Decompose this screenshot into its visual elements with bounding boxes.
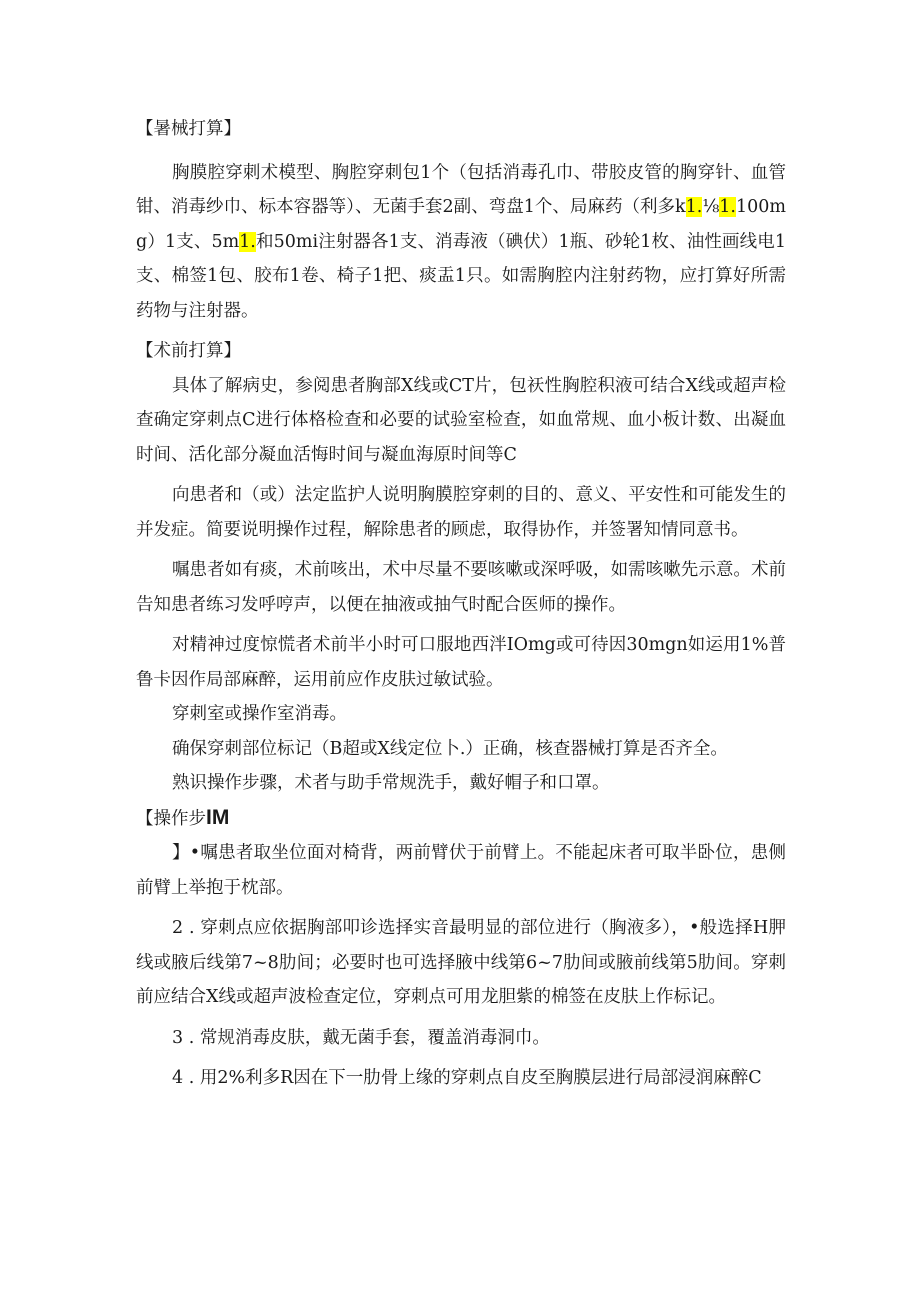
step-paragraph-1: 】•嘱患者取坐位面对椅背，两前臂伏于前臂上。不能起床者可取半卧位，患侧前臂上举抱于枕部。 (136, 843, 786, 898)
document-page (136, 112, 786, 1096)
preop-paragraph-6: 确保穿刺部位标记（B超或X线定位卜.）正确，核查器械打算是否齐全。 (172, 738, 728, 759)
equipment-paragraph (136, 156, 786, 329)
preop-paragraph-3: 嘱患者如有痰，术前咳出，术中尽量不要咳嗽或深呼吸，如需咳嗽先示意。术前告知患者练习发呼哼声，以便在抽液或抽气时配合医师的操作。 (136, 560, 786, 615)
steps-heading-text: 【操作步 (136, 808, 206, 829)
preop-paragraph-1: 具体了解病史，参阅患者胸部X线或CT片，包祆性胸腔积液可结合X线或超声检查确定穿刺点C进行体格检查和必要的试验室检查，如血常规、血小板计数、出凝血时间、活化部分凝血活悔时间与凝血海原时间等C (136, 375, 786, 465)
equipment-text-3: 100mg）1支、5m (136, 197, 786, 252)
equipment-text-2: ⅛ (702, 197, 720, 217)
steps-heading-tail: IM (206, 805, 230, 829)
highlight-mark-1: 1. (685, 197, 703, 217)
section-heading-equipment: 【暑械打算】 (136, 119, 241, 139)
highlight-mark-3: 1. (239, 231, 256, 252)
equipment-text-1: 胸膜腔穿刺术模型、胸腔穿刺包1个（包括消毒孔巾、带胶皮管的胸穿针、血管钳、消毒纱巾、标本容器等）、无菌手套2副、弯盘1个、局麻药（利多k (136, 162, 786, 217)
preop-paragraph-4: 对精神过度惊慌者术前半小时可口服地西泮IOmg或可待因30mgn如运用1%普鲁卡因作局部麻醉，运用前应作皮肤过敏试验。 (136, 635, 786, 690)
step-paragraph-3: 3 . 常规消毒皮肤，戴无菌手套，覆盖消毒洞巾。 (172, 1027, 550, 1048)
step-paragraph-4: 4 . 用2%利多R因在下一肋骨上缘的穿刺点自皮至胸膜层进行局部浸润麻醉C (172, 1068, 762, 1088)
step-paragraph-2: 2 . 穿刺点应依据胸部叩诊选择实音最明显的部位进行（胸液多），•般选择H胛线或腋后线第7~8肋间；必要时也可选择腋中线第6~7肋间或腋前线第5肋间。穿刺前应结合X线或超声波检查定位，穿刺点可用龙胆紫的棉签在皮肤上作标记。 (136, 918, 786, 1007)
equipment-text-4: 和50mi注射器各1支、消毒液（碘伏）1瓶、砂轮1枚、油性画线电1支、棉签1包、胶布1卷、椅子1把、痰盂1只。如需胸腔内注射药物，应打算好所需药物与注射器。 (136, 231, 786, 321)
section-heading-preop: 【术前打算】 (136, 341, 241, 361)
preop-paragraph-5: 穿刺室或操作室消毒。 (172, 704, 347, 724)
preop-paragraph-7: 熟识操作步骤，术者与助手常规洗手，戴好帽子和口罩。 (172, 773, 610, 793)
section-heading-steps (136, 801, 786, 837)
preop-paragraph-2: 向患者和（或）法定监护人说明胸膜腔穿刺的目的、意义、平安性和可能发生的并发症。简要说明操作过程，解除患者的顾虑，取得协作，并签署知情同意书。 (136, 485, 786, 540)
highlight-mark-2: 1. (719, 197, 736, 217)
